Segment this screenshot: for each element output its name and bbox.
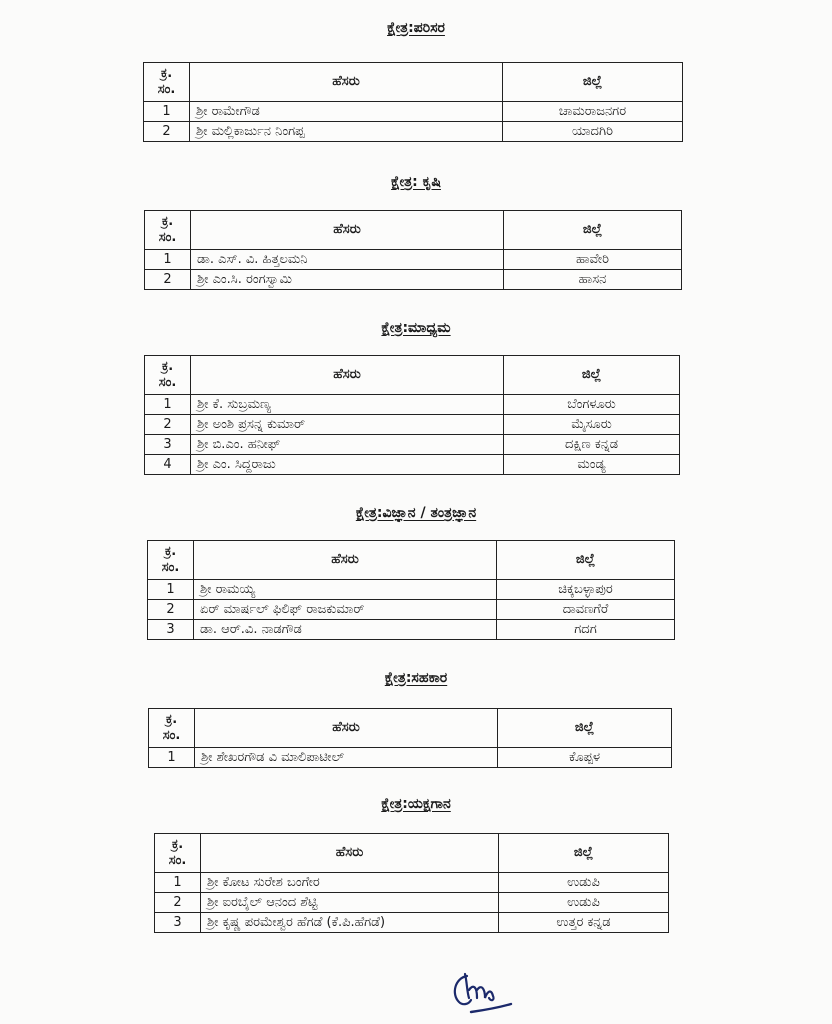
header-name: ಹೆಸರು <box>190 63 503 102</box>
header-sno: ಕ್ರ. ಸಂ. <box>148 541 194 580</box>
cell-sno: 3 <box>155 913 201 933</box>
table-header-row <box>155 834 669 873</box>
cell-sno: 3 <box>148 620 194 640</box>
cell-name: ಶ್ರೀ ಕೋಟ ಸುರೇಶ ಬಂಗೇರ <box>201 873 499 893</box>
cell-name: ಶ್ರೀ ಅಂಶಿ ಪ್ರಸನ್ನ ಕುಮಾರ್ <box>191 415 504 435</box>
cell-sno: 1 <box>149 748 195 768</box>
cell-district: ಮೈಸೂರು <box>504 415 680 435</box>
cell-sno: 2 <box>145 270 191 290</box>
cell-sno: 4 <box>145 455 191 475</box>
cell-sno: 3 <box>145 435 191 455</box>
cell-district: ಗದಗ <box>497 620 675 640</box>
cell-sno: 1 <box>148 580 194 600</box>
table-row <box>148 580 675 600</box>
header-district: ಜಿಲ್ಲೆ <box>498 709 672 748</box>
header-sno: ಕ್ರ. ಸಂ. <box>144 63 190 102</box>
section-title: ಕ್ಷೇತ್ರ:ಸಹಕಾರ <box>384 670 448 686</box>
table-header-row <box>145 356 680 395</box>
table-row <box>145 435 680 455</box>
cell-name: ಶ್ರೀ ಕೆ. ಸುಬ್ರಮಣ್ಯ <box>191 395 504 415</box>
cell-name: ಶ್ರೀ ರಾಮಯ್ಯ <box>194 580 497 600</box>
header-sno: ಕ್ರ. ಸಂ. <box>149 709 195 748</box>
cell-sno: 1 <box>144 102 190 122</box>
header-district: ಜಿಲ್ಲೆ <box>499 834 669 873</box>
section-title: ಕ್ಷೇತ್ರ: ಕೃಷಿ <box>391 174 441 190</box>
cell-name: ಶ್ರೀ ಶೇಖರಗೌಡ ವಿ ಮಾಲಿಪಾಟೀಲ್ <box>195 748 498 768</box>
cell-name: ಶ್ರೀ ಕೃಷ್ಣ ಪರಮೇಶ್ವರ ಹೆಗಡೆ (ಕೆ.ಪಿ.ಹೆಗಡೆ) <box>201 913 499 933</box>
cell-sno: 2 <box>144 122 190 142</box>
header-district: ಜಿಲ್ಲೆ <box>504 211 682 250</box>
awardee-table <box>144 355 680 475</box>
header-sno: ಕ್ರ. ಸಂ. <box>155 834 201 873</box>
table-header-row <box>145 211 682 250</box>
cell-sno: 1 <box>155 873 201 893</box>
cell-name: ಡಾ. ಆರ್.ವಿ. ನಾಡಗೌಡ <box>194 620 497 640</box>
table-row <box>145 250 682 270</box>
table-header-row <box>144 63 683 102</box>
cell-district: ಉಡುಪಿ <box>499 893 669 913</box>
cell-sno: 1 <box>145 250 191 270</box>
table-row <box>155 873 669 893</box>
header-district: ಜಿಲ್ಲೆ <box>503 63 683 102</box>
cell-district: ದಕ್ಷಿಣ ಕನ್ನಡ <box>504 435 680 455</box>
cell-name: ಶ್ರೀ ಮಲ್ಲಿಕಾರ್ಜುನ ನಿಂಗಪ್ಪ <box>190 122 503 142</box>
awardee-table <box>147 540 675 640</box>
cell-name: ಶ್ರೀ ಬಿ.ಎಂ. ಹನೀಫ್ <box>191 435 504 455</box>
cell-district: ಬೆಂಗಳೂರು <box>504 395 680 415</box>
cell-district: ಯಾದಗಿರಿ <box>503 122 683 142</box>
awardee-table <box>148 708 672 768</box>
table-row <box>145 415 680 435</box>
table-row <box>145 455 680 475</box>
cell-district: ಹಾಸನ <box>504 270 682 290</box>
header-name: ಹೆಸರು <box>191 211 504 250</box>
table-row <box>148 620 675 640</box>
cell-name: ಶ್ರೀ ಎಂ.ಸಿ. ರಂಗಸ್ವಾಮಿ <box>191 270 504 290</box>
header-name: ಹೆಸರು <box>195 709 498 748</box>
cell-district: ಕೊಪ್ಪಳ <box>498 748 672 768</box>
section-title: ಕ್ಷೇತ್ರ:ವಿಜ್ಞಾನ / ತಂತ್ರಜ್ಞಾನ <box>355 505 477 521</box>
awardee-table <box>144 210 682 290</box>
cell-district: ದಾವಣಗೆರೆ <box>497 600 675 620</box>
section-title: ಕ್ಷೇತ್ರ:ಪರಿಸರ <box>387 20 445 36</box>
header-sno: ಕ್ರ. ಸಂ. <box>145 211 191 250</box>
cell-name: ಡಾ. ಎಸ್. ವಿ. ಹಿತ್ತಲಮನಿ <box>191 250 504 270</box>
cell-name: ಶ್ರೀ ಎಂ. ಸಿದ್ದರಾಜು <box>191 455 504 475</box>
table-row <box>155 913 669 933</box>
header-name: ಹೆಸರು <box>191 356 504 395</box>
cell-name: ಏರ್ ಮಾರ್ಷಲ್ ಫಿಲಿಫ್ ರಾಜಕುಮಾರ್ <box>194 600 497 620</box>
header-sno: ಕ್ರ. ಸಂ. <box>145 356 191 395</box>
header-district: ಜಿಲ್ಲೆ <box>497 541 675 580</box>
cell-district: ಉಡುಪಿ <box>499 873 669 893</box>
cell-sno: 2 <box>148 600 194 620</box>
section-title: ಕ್ಷೇತ್ರ:ಮಾಧ್ಯಮ <box>381 320 451 336</box>
cell-district: ಹಾವೇರಿ <box>504 250 682 270</box>
cell-sno: 1 <box>145 395 191 415</box>
header-name: ಹೆಸರು <box>201 834 499 873</box>
table-row <box>145 270 682 290</box>
table-row <box>148 600 675 620</box>
cell-district: ಮಂಡ್ಯ <box>504 455 680 475</box>
cell-district: ಉತ್ತರ ಕನ್ನಡ <box>499 913 669 933</box>
section-title: ಕ್ಷೇತ್ರ:ಯಕ್ಷಗಾನ <box>381 796 451 812</box>
header-district: ಜಿಲ್ಲೆ <box>504 356 680 395</box>
table-row <box>144 102 683 122</box>
header-name: ಹೆಸರು <box>194 541 497 580</box>
table-row <box>149 748 672 768</box>
table-row <box>145 395 680 415</box>
signature <box>445 968 525 1016</box>
table-row <box>144 122 683 142</box>
awardee-table <box>154 833 669 933</box>
cell-district: ಚಾಮರಾಜನಗರ <box>503 102 683 122</box>
awardee-table <box>143 62 683 142</box>
table-header-row <box>149 709 672 748</box>
cell-name: ಶ್ರೀ ಐರಬೈಲ್ ಆನಂದ ಶೆಟ್ಟಿ <box>201 893 499 913</box>
table-row <box>155 893 669 913</box>
table-header-row <box>148 541 675 580</box>
cell-sno: 2 <box>145 415 191 435</box>
cell-name: ಶ್ರೀ ರಾಮೇಗೌಡ <box>190 102 503 122</box>
cell-sno: 2 <box>155 893 201 913</box>
cell-district: ಚಿಕ್ಕಬಳ್ಳಾಪುರ <box>497 580 675 600</box>
